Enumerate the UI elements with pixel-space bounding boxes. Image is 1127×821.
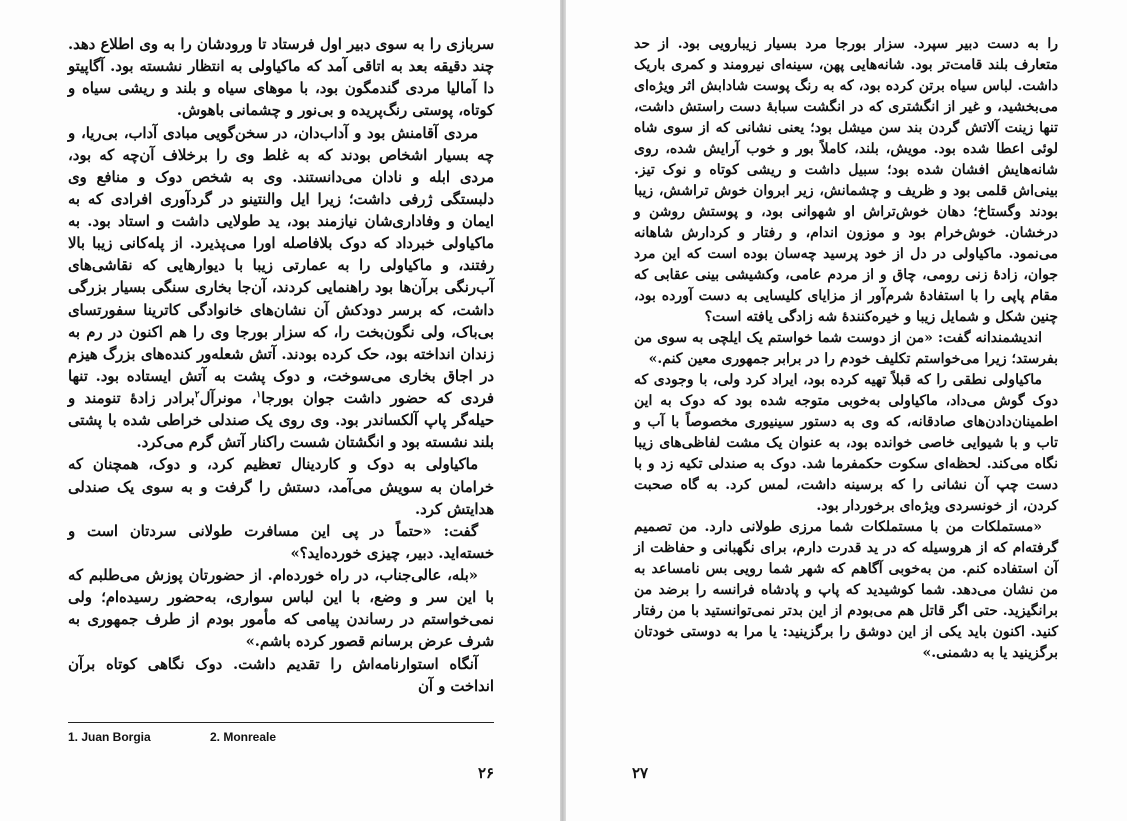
paragraph: را به دست دبیر سپرد. سزار بورجا مرد بسیار زیبارویی بود. از حد متعارف بلند قامت‌تر بود. شانه‌هایی پهن، سینه‌ای نیرومند و کمری باریک داشت. لباس سیاه برتن کرده بود، که به رنگ پوست شادابش اثر ویژه‌ای می‌بخشید، و غیر از انگشتری که در انگشت سبابهٔ دست راستش داشت، تنها زینت آلاتش گردن بند سن میشل بود؛ یعنی نشانی که از سوی شاه لوئی اعطا شده بود. مویش، بلند، کاملاً بور و خوب آرایش شده، روی شانه‌هایش افشان شده بود؛ سبیل داشت و ریشی کوتاه و نوک تیز. بینی‌اش قلمی بود و ظریف و چشمانش، زیر ابروان خوش تراشش، زیبا بودند وگستاخ؛ دهان خوش‌تراش او شهوانی بود، و پوستش روشن و درخشان. خوش‌خرام بود و موزون اندام، و رفتار و کردارش شاهانه می‌نمود. ماکیاولی در دل از خود پرسید چه‌سان بوده است که این مرد جوان، زادهٔ زنی رومی، چاق و از مردم عامی، وکشیشی بینی عقابی که مقام پاپی را با استفادهٔ شرم‌آور از مزایای کلیسایی به دست آورده بود، چنین شکل و شمایل زیبا و خیره‌کنندهٔ شه زادگی یافته است؟ <box>634 36 1058 325</box>
paragraph: گفت: «حتماً در پی این مسافرت طولانی سردتان است و خسته‌اید. دبیر، چیزی خورده‌اید؟» <box>68 522 494 562</box>
paragraph: ماکیاولی به دوک و کاردینال تعظیم کرد، و دوک، همچنان که خرامان به سویش می‌آمد، دستش را گرفت و به سوی یک صندلی هدایتش کرد. <box>68 456 494 518</box>
left-page-body <box>68 34 494 698</box>
paragraph: ماکیاولی نطقی را که قبلاً تهیه کرده بود، ایراد کرد ولی، با وجودی که دوک گوش می‌داد، ماکیاولی به‌خوبی متوجه شده بود که دوک به این اطمینان‌دادن‌های صادقانه، که وی به دستور سینیوری مخصوصاً با آب و تاب و با شیوایی خاصی خوانده بود، به عنوان یک مشت لفاظی‌های زیبا نگاه می‌کند. لحظه‌ای سکوت حکمفرما شد. دوک به صندلی تکیه زد و با دست چپ آن نشانی را که برسینه داشت، لمس کرد. به گاه صحبت کردن، از خونسردی ویژه‌ای برخوردار بود. <box>634 372 1058 514</box>
footnotes <box>68 730 494 744</box>
footnote-2: 2. Monreale <box>210 730 277 744</box>
right-page <box>566 0 1127 821</box>
page-number-right: ۲۷ <box>632 764 649 782</box>
left-page <box>0 0 560 821</box>
paragraph-text: برادر زادهٔ تنومند و حیله‌گر پاپ آلکساندر بود. وی روی یک صندلی خراطی شده با پشتی بلند نشسته بود و انگشتان شست راکنار آتش گرم می‌کرد. <box>68 390 494 452</box>
paragraph: سربازی را به سوی دبیر اول فرستاد تا ورودشان را به وی اطلاع دهد. چند دقیقه بعد به اتاقی آمد که ماکیاولی به انتظار نشسته بود. آگاپیتو دا آمالیا مردی گندمگون بود، با موهای سیاه و بلند و ریشی سیاه و کوتاه، پوستی رنگ‌پریده و بی‌نور و چشمانی باهوش. <box>68 36 494 120</box>
right-page-body <box>634 34 1058 664</box>
footnote-1: 1. Juan Borgia <box>68 730 151 744</box>
footnote-mark: ۲ <box>194 390 200 401</box>
paragraph: «بله، عالی‌جناب، در راه خورده‌ام. از حضورتان پوزش می‌طلبم که با این سر و وضع، با این لباس سواری، به‌حضور رسیده‌ام؛ ولی نمی‌خواستم در رساندن پیامی که مأمور بودم از طرف جمهوری به شرف عرض برسانم قصور کرده باشم.» <box>68 567 494 651</box>
paragraph: «مستملکات من با مستملکات شما مرزی طولانی دارد. من تصمیم گرفته‌ام که از هروسیله که در ید قدرت دارم، برای نگهبانی و حفاظت از آن استفاده کنم. من به‌خوبی آگاهم که شهر شما رویی بس نامساعد به من نشان می‌دهد. شما کوشیدید که پاپ و پادشاه فرانسه را برضد من برانگیزید. حتی اگر قاتل هم می‌بودم از این بدتر نمی‌توانستید با من رفتار کنید. اکنون باید یکی از این دوشق را برگزینید: یا مرا به دوستی خودتان برگزینید یا به دشمنی.» <box>634 519 1058 661</box>
paragraph: اندیشمندانه گفت: «من از دوست شما خواستم یک ایلچی به سوی من بفرستد؛ زیرا می‌خواستم تکلیف خودم را در برابر جمهوری معین کنم.» <box>634 330 1058 367</box>
paragraph-text: مردی آقامنش بود و آداب‌دان، در سخن‌گویی مبادی آداب، بی‌ریا، و چه بسیار اشخاص بودند که به غلط وی را برخلاف آن‌چه که بود، مردی ابله و نادان می‌دانستند. وی به شخص دوک و منافع وی دلبستگی ژرفی داشت؛ زیرا ایل والنتینو در گردآوری افرادی که به ایمان و وفاداری‌شان نیازمند بود، ید طولایی داشت و استاد بود. به ماکیاولی خبرداد که دوک بلافاصله اورا می‌پذیرد. از پله‌کانی زیبا بالا رفتند، و ماکیاولی را به عمارتی زیبا با دیوارهایی که نقاشی‌های آب‌رنگی بر‌آن‌ها بود راهنمایی کردند، آن‌جا بخاری سنگی بسیار بزرگی داشت، که برسر دودکش آن نشان‌های خانوادگی کاترینا سفورتسای بی‌باک، ولی نگون‌بخت را، که سزار بورجا وی را هم اکنون در رم به زندان انداخته بود، حک کرده بودند. آتش شعله‌ور کنده‌های بزرگ هیزم در اجاق بخاری می‌سوخت، و دوک پشت به آتش ایستاده بود. تنها فردی که حضور داشت جوان بورجا <box>68 124 494 407</box>
page-number-left: ۲۶ <box>478 764 495 782</box>
footnote-divider <box>68 722 494 723</box>
paragraph: مردی آقامنش بود و آداب‌دان، در سخن‌گویی مبادی آداب، بی‌ریا، و چه بسیار اشخاص بودند که به غلط وی را برخلاف آن‌چه که بود، مردی ابله و نادان می‌دانستند. وی به شخص دوک و منافع وی دلبستگی ژرفی داشت؛ زیرا ایل والنتینو در گردآوری افرادی که به ایمان و وفاداری‌شان نیازمند بود، ید طولایی داشت و استاد بود. به ماکیاولی خبرداد که دوک بلافاصله اورا می‌پذیرد. از پله‌کانی زیبا بالا رفتند، و ماکیاولی را به عمارتی زیبا با دیوارهایی که نقاشی‌های آب‌رنگی بر‌آن‌ها بود راهنمایی کردند، آن‌جا بخاری سنگی بسیار بزرگی داشت، که برسر دودکش آن نشان‌های خانوادگی کاترینا سفورتسای بی‌باک، ولی نگون‌بخت را، که سزار بورجا وی را هم اکنون در رم به زندان انداخته بود، حک کرده بودند. آتش شعله‌ور کنده‌های بزرگ هیزم در اجاق بخاری می‌سوخت، و دوک پشت به آتش ایستاده بود. تنها فردی که حضور داشت جوان بورجا$^۱$، مونرآل$^۲$برادر زادهٔ تنومند و حیله‌گر پاپ آلکساندر بود. وی روی یک صندلی خراطی شده با پشتی بلند نشسته بود و انگشتان شست راکنار آتش گرم می‌کرد. <box>68 124 494 452</box>
footnote-mark: ۱ <box>256 390 262 401</box>
paragraph: آنگاه استوارنامه‌اش را تقدیم داشت. دوک نگاهی کوتاه برآن انداخت و آن <box>68 655 494 695</box>
paragraph-text: مونرآل <box>199 390 243 407</box>
